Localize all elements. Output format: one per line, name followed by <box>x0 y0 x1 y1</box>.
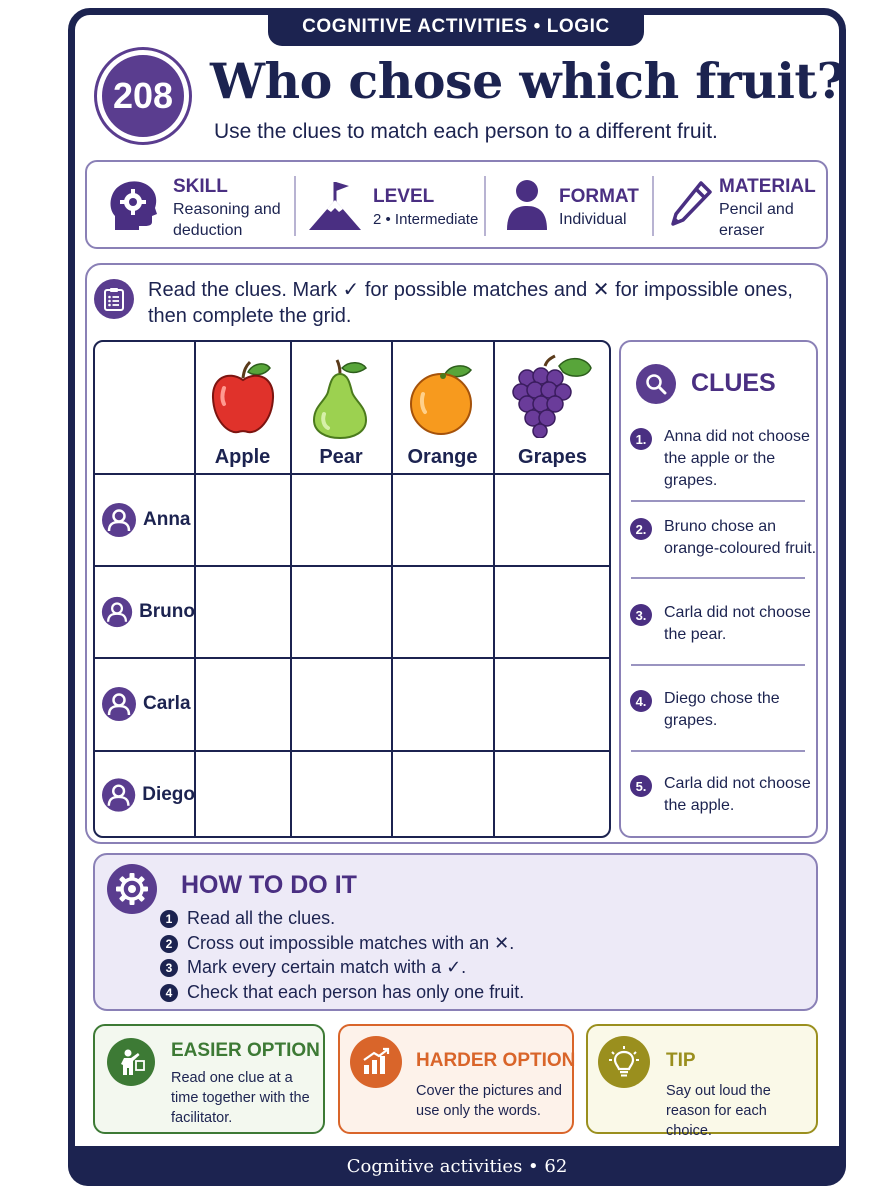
mountain-flag-icon <box>307 178 363 232</box>
head-gear-icon <box>107 178 159 234</box>
info-level-line1: 2 • Intermediate <box>373 211 479 228</box>
instructions-text <box>148 277 808 329</box>
person-icon <box>505 178 549 230</box>
row-header-anna <box>95 474 195 565</box>
clues-title: CLUES <box>691 369 776 397</box>
easier-option-title: EASIER OPTION <box>171 1040 320 1061</box>
clue-number: 3. <box>630 604 652 626</box>
info-divider <box>652 176 654 236</box>
info-skill-heading: SKILL <box>173 176 228 197</box>
answer-cell[interactable] <box>291 658 391 750</box>
answer-cell[interactable] <box>392 474 493 565</box>
info-format <box>487 162 653 247</box>
info-level-heading: LEVEL <box>373 186 435 207</box>
pencil-icon <box>669 180 713 228</box>
person-name-bruno: Bruno <box>139 600 195 622</box>
answer-cell[interactable] <box>392 658 493 750</box>
pear-icon <box>306 358 376 442</box>
activity-number-badge: 208 <box>97 50 189 142</box>
answer-cell[interactable] <box>291 474 391 565</box>
answer-cell[interactable] <box>195 751 290 838</box>
column-header-grapes <box>494 342 611 475</box>
clue-number: 5. <box>630 775 652 797</box>
column-header-apple <box>195 342 290 475</box>
person-name-diego: Diego <box>142 783 195 805</box>
person-avatar-icon <box>101 502 137 538</box>
tip-text: Say out loud the reason for each choice. <box>666 1083 771 1139</box>
info-material <box>655 162 825 247</box>
answer-cell[interactable] <box>494 566 611 657</box>
presenter-icon <box>107 1038 155 1086</box>
harder-option-text: Cover the pictures and use only the words. <box>416 1083 562 1119</box>
growth-chart-icon <box>350 1036 402 1088</box>
how-to-title: HOW TO DO IT <box>181 871 357 899</box>
tip-card <box>586 1024 818 1139</box>
step-text: Mark every certain match with a ✓. <box>187 957 467 977</box>
info-format-heading: FORMAT <box>559 186 639 207</box>
page-title: Who chose which fruit? <box>210 52 845 110</box>
clue-divider <box>631 750 805 752</box>
instructions-part1: Read the clues. Mark <box>148 279 343 301</box>
column-header-orange <box>392 342 493 475</box>
info-skill-line2: deduction <box>173 222 243 239</box>
info-level <box>297 162 487 247</box>
step-text: Check that each person has only one fruit. <box>187 982 525 1002</box>
clue-text: Carla did not choose the pear. <box>664 604 811 643</box>
harder-option-card <box>338 1024 574 1134</box>
step-text: Cross out impossible matches with an ✕. <box>187 933 515 953</box>
clue-text: Anna did not choose the apple or the grapes. <box>664 428 810 489</box>
person-avatar-icon <box>101 594 133 630</box>
clue-number: 1. <box>630 428 652 450</box>
category-tab: COGNITIVE ACTIVITIES • LOGIC <box>268 8 644 46</box>
clues-panel <box>619 340 818 838</box>
apple-icon <box>208 358 278 438</box>
clue-text: Carla did not choose the apple. <box>664 775 811 814</box>
info-material-heading: MATERIAL <box>719 176 816 197</box>
answer-cell[interactable] <box>195 658 290 750</box>
how-to-step <box>160 908 335 929</box>
fruit-label-orange: Orange <box>407 446 478 468</box>
easier-option-card <box>93 1024 325 1134</box>
answer-cell[interactable] <box>392 566 493 657</box>
answer-cell[interactable] <box>195 474 290 565</box>
person-avatar-icon <box>101 777 136 813</box>
info-material-line2: eraser <box>719 222 765 239</box>
info-divider <box>484 176 486 236</box>
answer-cell[interactable] <box>494 658 611 750</box>
instructions-part3: for impossible ones, <box>609 279 793 301</box>
grapes-icon <box>511 352 595 438</box>
clue-number: 4. <box>630 690 652 712</box>
activity-info-box <box>85 160 828 249</box>
gear-icon <box>107 864 157 914</box>
how-to-step <box>160 957 466 978</box>
person-name-carla: Carla <box>143 693 191 714</box>
instructions-line2: then complete the grid. <box>148 305 352 327</box>
step-number: 1 <box>160 910 178 928</box>
easier-option-text: Read one clue at a time together with the facilitator. <box>171 1070 310 1126</box>
row-header-diego <box>95 751 195 838</box>
step-text: Read all the clues. <box>187 908 336 928</box>
harder-option-title: HARDER OPTION <box>416 1050 576 1071</box>
fruit-label-pear: Pear <box>319 446 363 468</box>
fruit-label-grapes: Grapes <box>518 446 587 468</box>
page-footer: Cognitive activities • 62 <box>68 1146 846 1186</box>
how-to-step <box>160 933 514 954</box>
info-skill <box>87 162 297 247</box>
clue-divider <box>631 577 805 579</box>
instructions-part2: for possible matches and <box>359 279 593 301</box>
person-avatar-icon <box>101 686 137 722</box>
clue-divider <box>631 664 805 666</box>
tip-title: TIP <box>666 1050 696 1071</box>
cross-symbol: ✕ <box>592 279 610 301</box>
info-skill-line1: Reasoning and <box>173 201 281 218</box>
orange-icon <box>407 358 479 438</box>
answer-cell[interactable] <box>494 751 611 838</box>
clipboard-icon <box>94 279 134 319</box>
check-symbol: ✓ <box>342 279 360 301</box>
info-divider <box>294 176 296 236</box>
lightbulb-icon <box>598 1036 650 1088</box>
column-header-pear <box>291 342 391 475</box>
how-to-step <box>160 982 524 1003</box>
page-subtitle: Use the clues to match each person to a different fruit. <box>214 120 718 143</box>
answer-cell[interactable] <box>195 566 290 657</box>
clue-text: Bruno chose an orange-coloured fruit. <box>664 518 817 557</box>
info-material-line1: Pencil and <box>719 201 794 218</box>
step-number: 2 <box>160 935 178 953</box>
step-number: 3 <box>160 959 178 977</box>
clue-number: 2. <box>630 518 652 540</box>
answer-cell[interactable] <box>291 751 391 838</box>
clue-text: Diego chose the grapes. <box>664 690 780 729</box>
logic-grid <box>93 340 611 838</box>
clue-divider <box>631 500 805 502</box>
answer-cell[interactable] <box>291 566 391 657</box>
answer-cell[interactable] <box>392 751 493 838</box>
answer-cell[interactable] <box>494 474 611 565</box>
step-number: 4 <box>160 984 178 1002</box>
fruit-label-apple: Apple <box>214 446 271 468</box>
person-name-anna: Anna <box>143 508 191 530</box>
magnifier-icon <box>636 364 676 404</box>
row-header-bruno <box>95 566 195 657</box>
row-header-carla <box>95 658 195 750</box>
info-format-line1: Individual <box>559 211 627 228</box>
